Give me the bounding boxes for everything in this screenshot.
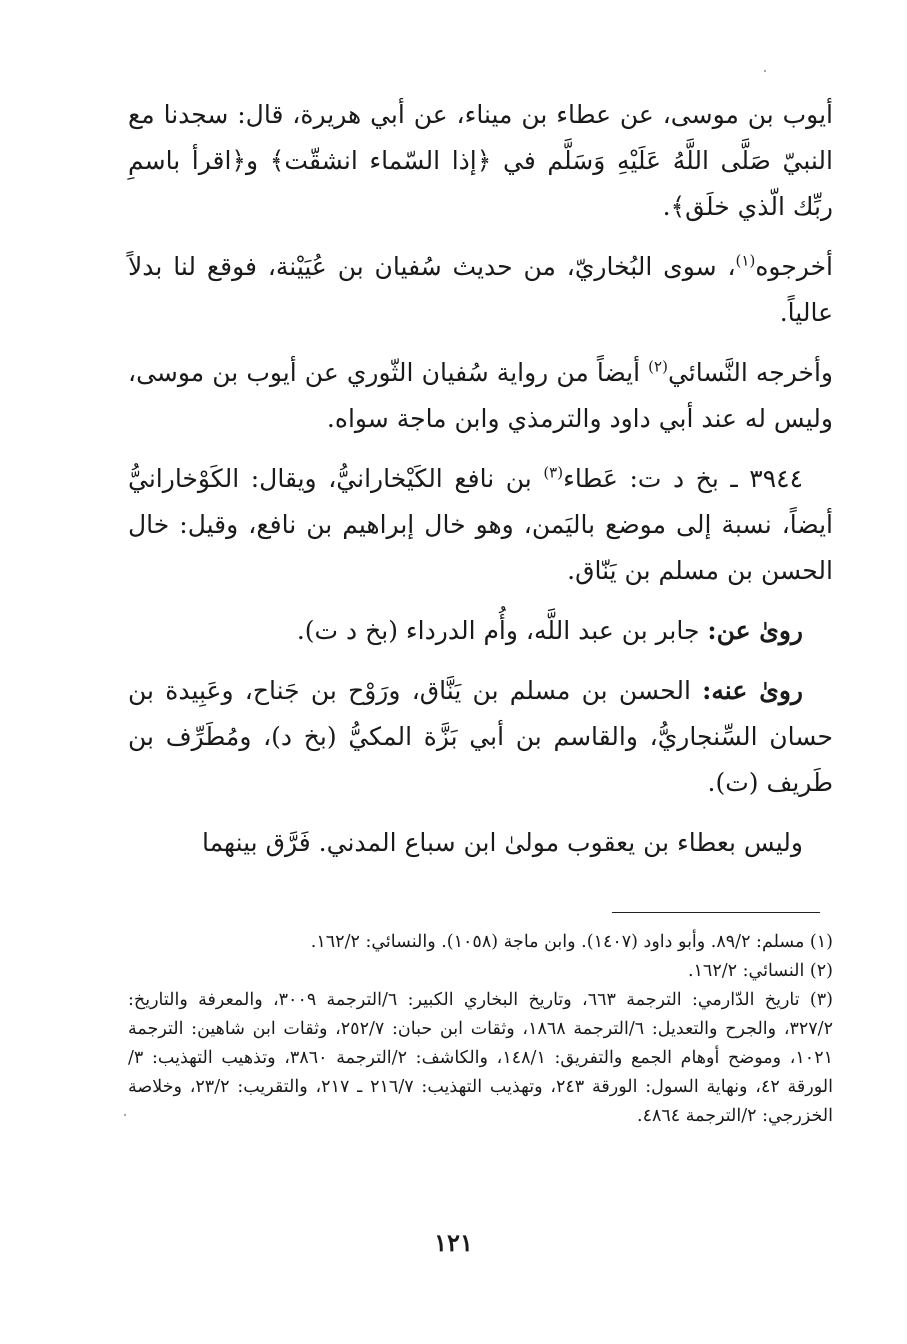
footnote-ref-3: (٣)	[543, 463, 564, 482]
entry-title: ٣٩٤٤ ـ بخ د ت: عَطاء	[563, 464, 804, 493]
paragraph-text: بن نافع الكَيْخارانيُّ، ويقال: الكَوْخارانيُّ أيضاً، نسبة إلى موضع باليَمن، وهو خال إبراهيم بن نافع، وقيل: خال الحسن بن مسلم بن يَنّاق.	[128, 464, 833, 585]
footnote-ref-1: (١)	[735, 251, 756, 270]
narrators-paragraph	[128, 668, 833, 806]
footnote-1: (١) مسلم: ٨٩/٢. وأبو داود (١٤٠٧). وابن ماجة (١٠٥٨). والنسائي: ١٦٢/٢.	[310, 932, 833, 952]
footnote-2: (٢) النسائي: ١٦٢/٢.	[687, 961, 833, 981]
page-number: ١٢١	[434, 1228, 473, 1257]
paragraph-text: جابر بن عبد اللَّه، وأُم الدرداء (بخ د ت).	[296, 616, 708, 645]
closing-paragraph	[128, 820, 833, 866]
paragraph-text: أخرجوه	[755, 252, 833, 281]
footnotes	[128, 928, 833, 1131]
section-label: روىٰ عنه:	[702, 676, 803, 705]
paragraph-text: الحسن بن مسلم بن يَنَّاق، ورَوْح بن جَناح، وعَبِيدة بن حسان السِّنجاريُّ، والقاسم بن أبي بَزَّة المكيُّ (بخ د)، ومُطَرِّف بن طَريف (ت).	[128, 676, 833, 797]
footnote-3: (٣) تاريخ الدّارمي: الترجمة ٦٦٣، وتاريخ البخاري الكبير: ٦/الترجمة ٣٠٠٩، والمعرفة والتاريخ: ٣٢٧/٢، والجرح والتعديل: ٦/الترجمة ١٨٦٨، وثقات ابن حبان: ٢٥٢/٧، وثقات ابن شاهين: الترجمة ١٠٢١، وموضح أوهام الجمع والتفريق: ١٤٨/١، والكاشف: ٢/الترجمة ٣٨٦٠، وتذهيب التهذيب: ٣/الورقة ٤٢، ونهاية السول: الورقة ٢٤٣، وتهذيب التهذيب: ٢١٦/٧ ـ ٢١٧، والتقريب: ٢٣/٢، وخلاصة الخزرجي: ٢/الترجمة ٤٨٦٤.	[128, 990, 834, 1126]
paragraph-text: ، سوى البُخاريّ، من حديث سُفيان بن عُيَيْنة، فوقع لنا بدلاً عالياً.	[128, 252, 833, 327]
scan-speck	[764, 70, 766, 72]
main-text	[128, 92, 833, 880]
hadith-paragraph	[128, 92, 833, 230]
narrated-from-paragraph	[128, 608, 833, 654]
takhrij-paragraph	[128, 244, 833, 336]
scan-speck	[124, 1114, 126, 1116]
paragraph-text: أيضاً من رواية سُفيان الثّوري عن أيوب بن موسى، وليس له عند أبي داود والترمذي وابن ماجة سواه.	[128, 358, 833, 433]
paragraph-text: أيوب بن موسى، عن عطاء بن ميناء، عن أبي هريرة، قال: سجدنا مع النبيّ صَلَّى اللَّهُ عَلَيْهِ وَسَلَّم في ﴿إذا السّماء انشقّت﴾ و﴿اقرأ باسمِ ربِّك الّذي خلَق﴾.	[128, 100, 833, 221]
section-label: روىٰ عن:	[707, 616, 803, 645]
paragraph-text: وليس بعطاء بن يعقوب مولىٰ ابن سباع المدني. فَرَّق بينهما	[201, 828, 803, 857]
footnote-separator	[612, 912, 820, 913]
paragraph-text: وأخرجه النَّسائي	[667, 358, 833, 387]
entry-heading-paragraph	[128, 456, 833, 594]
nasai-paragraph	[128, 350, 833, 442]
footnote-ref-2: (٢)	[648, 357, 668, 376]
